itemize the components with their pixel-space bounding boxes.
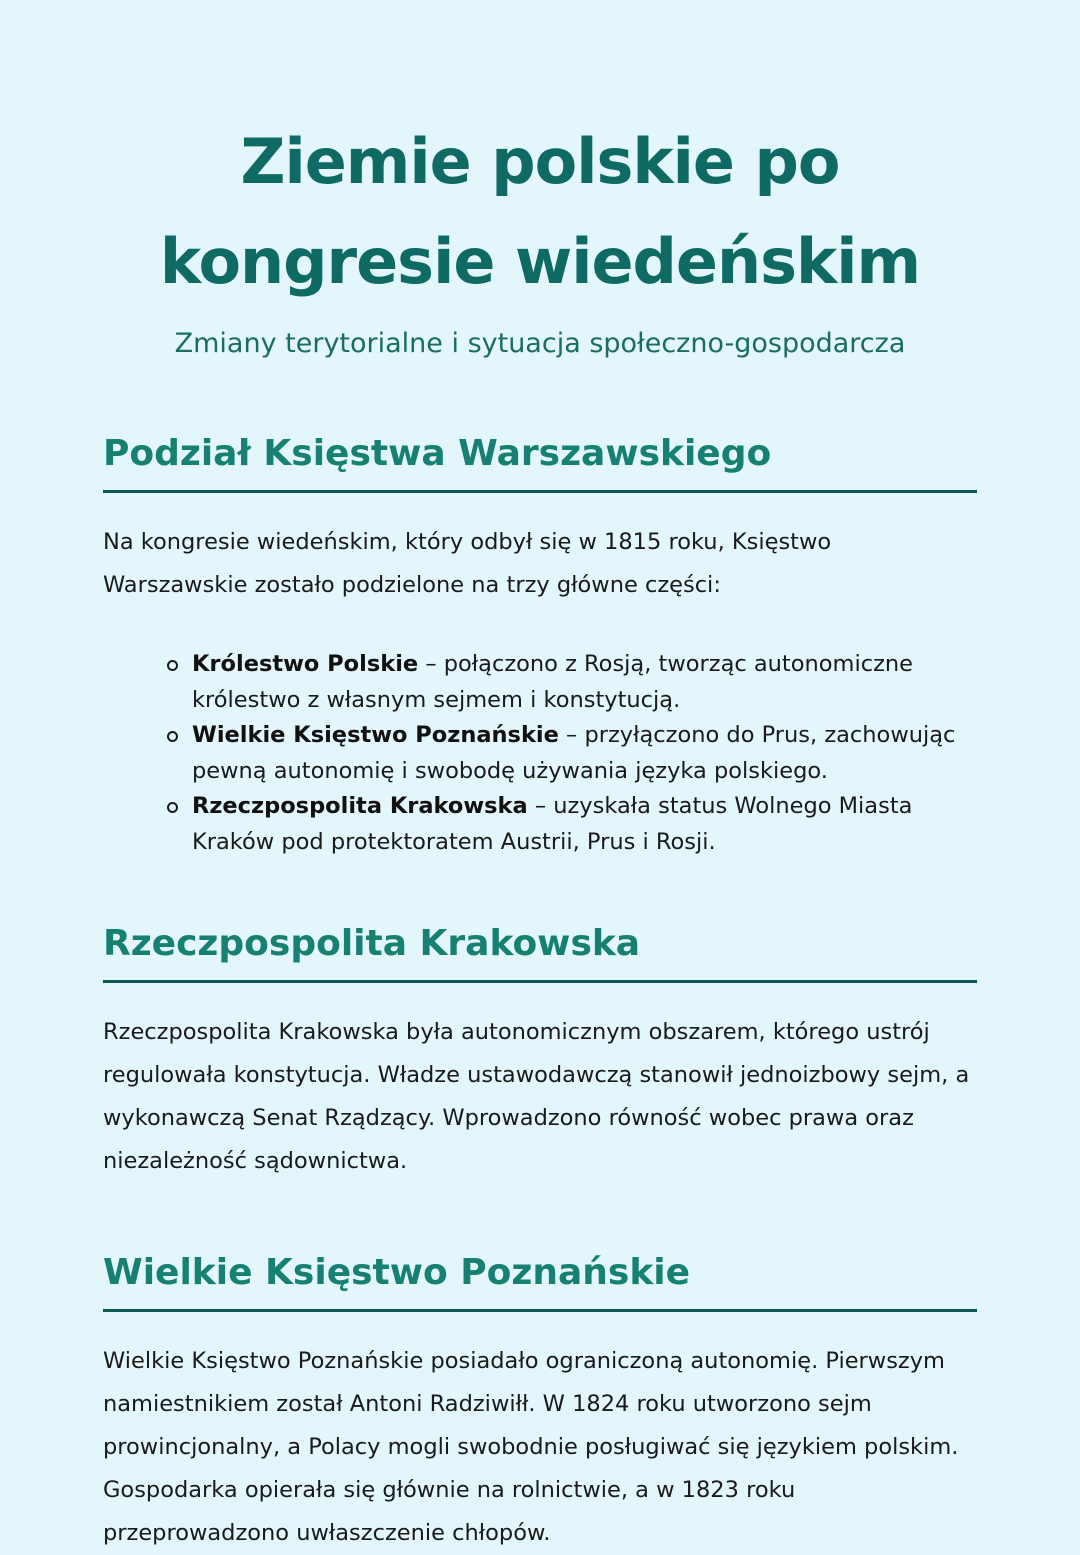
list-item-desc: – połączono z Rosją, tworząc autonomiczne królestwo z własnym sejmem i konstytucją. xyxy=(192,651,913,713)
partition-list xyxy=(103,647,977,860)
page-title xyxy=(103,0,977,312)
section-heading: Podział Księstwa Warszawskiego xyxy=(103,430,977,493)
title-line-1: Ziemie polskie po xyxy=(240,125,840,198)
list-item xyxy=(192,789,977,860)
bullet-circle-icon xyxy=(167,802,178,813)
list-item-desc: – przyłączono do Prus, zachowując pewną autonomię i swobodę używania języka polskiego. xyxy=(192,722,956,784)
section-paragraph: Wielkie Księstwo Poznańskie posiadało ograniczoną autonomię. Pierwszym namiestnikiem został Antoni Radziwiłł. W 1824 roku utworzono sejm prowincjonalny, a Polacy mogli swobodnie posługiwać się językiem polskim. Gospodarka opierała się głównie na rolnictwie, a w 1823 roku przeprowadzono uwłaszczenie chłopów. xyxy=(103,1348,959,1546)
list-item xyxy=(192,718,977,789)
section-rzeczpospolita-krakowska xyxy=(103,920,977,1183)
section-heading: Wielkie Księstwo Poznańskie xyxy=(103,1249,977,1312)
list-item-term: Rzeczpospolita Krakowska xyxy=(192,793,528,819)
bullet-circle-icon xyxy=(167,660,178,671)
section-podzial xyxy=(103,430,977,860)
list-item-term: Królestwo Polskie xyxy=(192,651,419,677)
list-item-term: Wielkie Księstwo Poznańskie xyxy=(192,722,559,748)
title-line-2: kongresie wiedeńskim xyxy=(159,225,921,298)
bullet-circle-icon xyxy=(167,731,178,742)
section-paragraph: Rzeczpospolita Krakowska była autonomicznym obszarem, którego ustrój regulowała konstytucja. Władze ustawodawczą stanowił jednoizbowy sejm, a wykonawczą Senat Rządzący. Wprowadzono równość wobec prawa oraz niezależność sądownictwa. xyxy=(103,1019,970,1174)
section-wielkie-ksiestwo-poznanskie xyxy=(103,1249,977,1555)
list-item-desc: – uzyskała status Wolnego Miasta Kraków pod protektoratem Austrii, Prus i Rosji. xyxy=(192,793,913,855)
list-item xyxy=(192,647,977,718)
section-paragraph: Na kongresie wiedeńskim, który odbył się w 1815 roku, Księstwo Warszawskie zostało podzielone na trzy główne części: xyxy=(103,529,832,598)
section-heading: Rzeczpospolita Krakowska xyxy=(103,920,977,983)
page-subtitle: Zmiany terytorialne i sytuacja społeczno-gospodarcza xyxy=(174,328,906,359)
